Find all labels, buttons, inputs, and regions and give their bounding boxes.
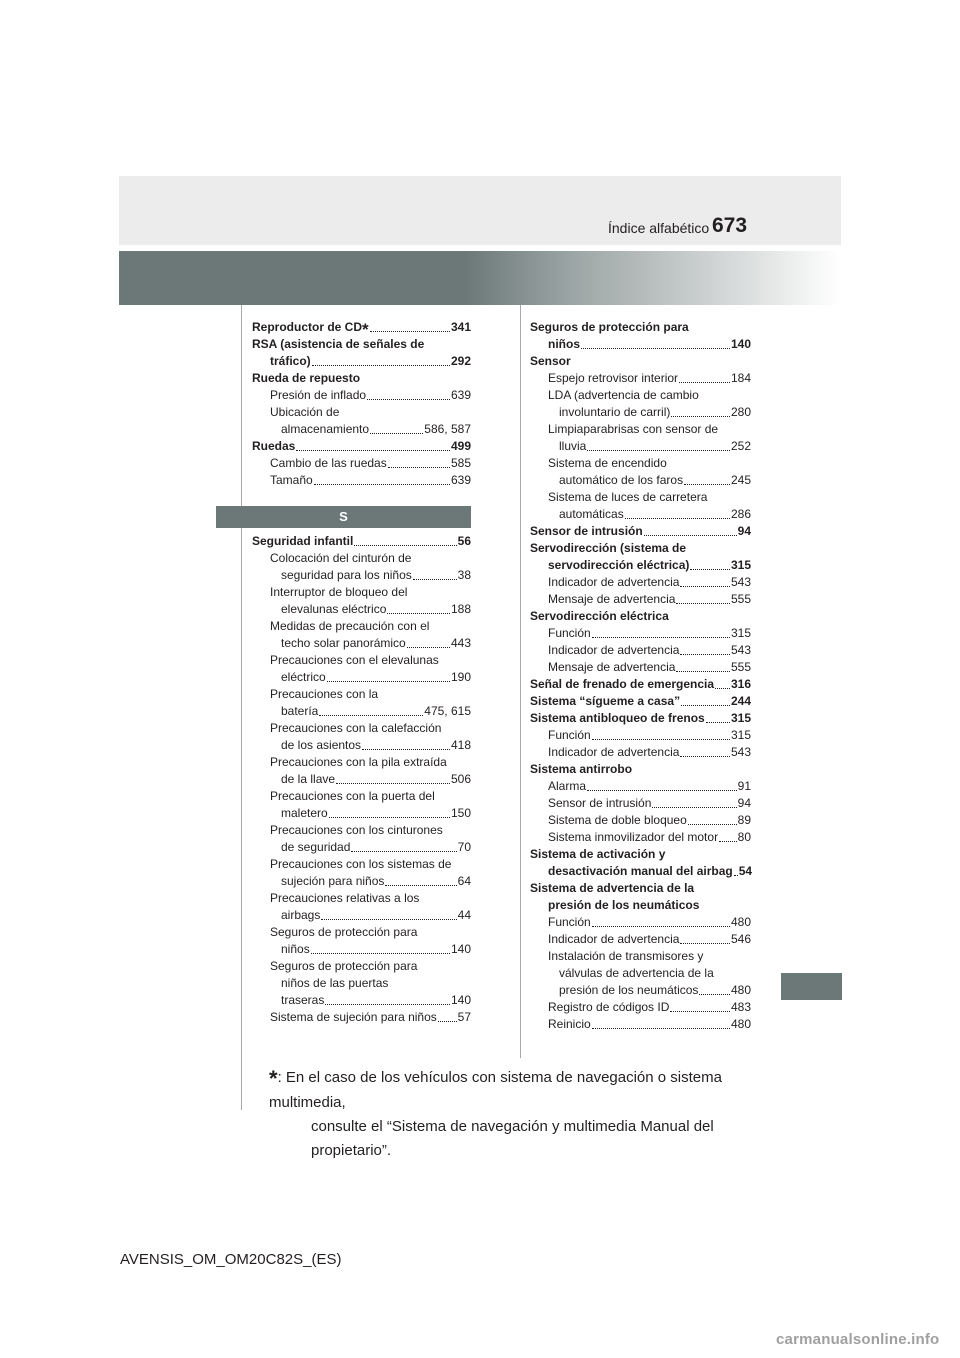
index-entry-text: Espejo retrovisor interior bbox=[548, 371, 679, 385]
index-entry bbox=[252, 890, 471, 907]
index-entry bbox=[252, 788, 471, 805]
index-entry-text: Sistema de sujeción para niños bbox=[270, 1010, 437, 1024]
watermark[interactable]: carmanualsonline.info bbox=[776, 1331, 940, 1348]
index-entry-page: 555 bbox=[730, 660, 751, 674]
dot-leader bbox=[370, 331, 450, 332]
index-entry-page: 546 bbox=[730, 932, 751, 946]
index-entry-text: Mensaje de advertencia bbox=[548, 660, 676, 674]
index-entry-page: 475, 615 bbox=[424, 704, 471, 718]
index-entry bbox=[252, 839, 471, 856]
index-entry-text: Mensaje de advertencia bbox=[548, 592, 676, 606]
index-entry bbox=[252, 652, 471, 669]
index-entry-page: 57 bbox=[457, 1010, 471, 1024]
index-entry bbox=[252, 686, 471, 703]
dot-leader bbox=[592, 739, 730, 740]
index-entry bbox=[252, 737, 471, 754]
index-entry bbox=[530, 1016, 751, 1033]
dot-leader bbox=[706, 722, 730, 723]
page-number: 673 bbox=[712, 214, 748, 237]
index-entry bbox=[252, 754, 471, 771]
index-entry bbox=[530, 846, 751, 863]
index-entry bbox=[530, 863, 751, 880]
dot-leader bbox=[413, 579, 457, 580]
index-entry bbox=[252, 618, 471, 635]
index-entry bbox=[252, 720, 471, 737]
index-entry bbox=[530, 336, 751, 353]
index-entry-text: elevalunas eléctrico bbox=[281, 602, 387, 616]
column-divider-left bbox=[241, 305, 242, 1110]
index-entry-text: Precauciones con la bbox=[270, 687, 379, 701]
dot-leader bbox=[362, 749, 450, 750]
dot-leader bbox=[592, 637, 730, 638]
index-entry bbox=[530, 489, 751, 506]
index-entry bbox=[530, 506, 751, 523]
index-entry-page: 244 bbox=[730, 694, 751, 708]
dot-leader bbox=[319, 715, 423, 716]
index-entry-page: 184 bbox=[730, 371, 751, 385]
index-entry bbox=[252, 635, 471, 652]
index-entry-text: de seguridad bbox=[281, 840, 351, 854]
index-entry bbox=[252, 771, 471, 788]
index-entry-text: involuntario de carril) bbox=[559, 405, 671, 419]
index-entry-page: 543 bbox=[730, 745, 751, 759]
index-entry-text: Sistema de activación y bbox=[530, 847, 666, 861]
document-code: AVENSIS_OM_OM20C82S_(ES) bbox=[120, 1251, 342, 1268]
index-entry-text: Reproductor de CD bbox=[252, 320, 363, 334]
index-entry-text: Sistema de advertencia de la bbox=[530, 881, 695, 895]
index-entry-text: batería bbox=[281, 704, 319, 718]
index-entry-page: 543 bbox=[730, 575, 751, 589]
index-entry bbox=[530, 982, 751, 999]
index-entry bbox=[530, 676, 751, 693]
index-entry-page: 54 bbox=[738, 864, 753, 878]
index-entry-text: Sistema de encendido bbox=[548, 456, 667, 470]
index-entry bbox=[530, 948, 751, 965]
index-entry-page: 64 bbox=[457, 874, 471, 888]
index-entry-page: 286 bbox=[730, 507, 751, 521]
dot-leader bbox=[296, 450, 450, 451]
index-entry-text: de la llave bbox=[281, 772, 336, 786]
dot-leader bbox=[336, 783, 450, 784]
index-entry bbox=[252, 387, 471, 404]
index-entry bbox=[530, 472, 751, 489]
dot-leader bbox=[719, 841, 737, 842]
index-entry bbox=[252, 533, 471, 550]
index-entry-text: presión de los neumáticos bbox=[559, 983, 699, 997]
index-entry-text: niños bbox=[548, 337, 580, 351]
index-entry bbox=[530, 387, 751, 404]
index-entry-page: 639 bbox=[450, 473, 471, 487]
dot-leader bbox=[367, 399, 450, 400]
index-entry-page: 188 bbox=[450, 602, 471, 616]
index-entry-text: Limpiaparabrisas con sensor de bbox=[548, 422, 719, 436]
index-entry bbox=[530, 625, 751, 642]
index-entry bbox=[530, 795, 751, 812]
index-entry-text: Presión de inflado bbox=[270, 388, 367, 402]
footnote bbox=[269, 1066, 764, 1163]
index-entry-text: Indicador de advertencia bbox=[548, 932, 680, 946]
index-entry-text: Precauciones con los sistemas de bbox=[270, 857, 452, 871]
index-entry bbox=[252, 975, 471, 992]
index-entry bbox=[252, 941, 471, 958]
index-entry-text: servodirección eléctrica) bbox=[548, 558, 690, 572]
index-entry-page: 480 bbox=[730, 915, 751, 929]
dot-leader bbox=[652, 807, 736, 808]
dot-leader bbox=[388, 467, 450, 468]
index-entry bbox=[530, 319, 751, 336]
index-entry-text: Registro de códigos ID bbox=[548, 1000, 670, 1014]
index-entry-text: Sistema de luces de carretera bbox=[548, 490, 708, 504]
index-entry bbox=[530, 829, 751, 846]
index-entry-page: 292 bbox=[450, 354, 471, 368]
index-entry-text: automático de los faros bbox=[559, 473, 684, 487]
index-entry bbox=[530, 557, 751, 574]
dot-leader bbox=[699, 994, 730, 995]
index-entry bbox=[530, 540, 751, 557]
index-entry-page: 44 bbox=[457, 908, 471, 922]
index-entry bbox=[252, 567, 471, 584]
index-entry-text: Señal de frenado de emergencia bbox=[530, 677, 715, 691]
index-entry-page: 140 bbox=[450, 942, 471, 956]
index-entry-text: Precauciones con los cinturones bbox=[270, 823, 443, 837]
index-entry-text: Sensor bbox=[530, 354, 571, 368]
index-entry-text: Función bbox=[548, 915, 591, 929]
index-entry bbox=[530, 931, 751, 948]
index-entry bbox=[252, 584, 471, 601]
index-entry-text: Función bbox=[548, 626, 591, 640]
index-entry bbox=[252, 669, 471, 686]
index-entry-text: techo solar panorámico bbox=[281, 636, 406, 650]
index-entry-page: 480 bbox=[730, 1017, 751, 1031]
index-entry bbox=[252, 438, 471, 455]
index-entry bbox=[530, 591, 751, 608]
index-entry bbox=[530, 608, 751, 625]
index-entry-text: Ubicación de bbox=[270, 405, 340, 419]
column-divider-right bbox=[520, 305, 521, 1058]
index-entry-text: Servodirección (sistema de bbox=[530, 541, 687, 555]
index-entry-text: Indicador de advertencia bbox=[548, 745, 680, 759]
index-entry bbox=[252, 873, 471, 890]
chapter-tab bbox=[781, 973, 842, 1000]
index-entry-page: 94 bbox=[737, 796, 751, 810]
index-entry bbox=[252, 404, 471, 421]
index-entry-page: 56 bbox=[457, 534, 471, 548]
index-entry bbox=[530, 370, 751, 387]
index-entry-text: Instalación de transmisores y bbox=[548, 949, 704, 963]
index-entry bbox=[252, 455, 471, 472]
index-entry bbox=[530, 897, 751, 914]
index-entry-text: Función bbox=[548, 728, 591, 742]
index-entry-page: 341 bbox=[450, 320, 471, 334]
index-entry-page: 252 bbox=[730, 439, 751, 453]
dot-leader bbox=[311, 953, 450, 954]
index-entry-text: Seguros de protección para bbox=[270, 959, 418, 973]
index-entry bbox=[252, 992, 471, 1009]
index-entry-page: 150 bbox=[450, 806, 471, 820]
index-entry bbox=[530, 659, 751, 676]
index-entry-text: Sistema antirrobo bbox=[530, 762, 633, 776]
index-entry-text: Sistema antibloqueo de frenos bbox=[530, 711, 705, 725]
dot-leader bbox=[676, 603, 730, 604]
index-entry bbox=[530, 965, 751, 982]
index-entry bbox=[252, 924, 471, 941]
index-entry-page: 443 bbox=[450, 636, 471, 650]
index-entry-page: 89 bbox=[737, 813, 751, 827]
index-entry bbox=[530, 438, 751, 455]
index-entry bbox=[252, 822, 471, 839]
index-entry-page: 315 bbox=[730, 728, 751, 742]
index-entry-text: Rueda de repuesto bbox=[252, 371, 361, 385]
index-entry-text: Seguridad infantil bbox=[252, 534, 354, 548]
dot-leader bbox=[327, 681, 450, 682]
index-entry-page: 70 bbox=[457, 840, 471, 854]
index-entry bbox=[530, 761, 751, 778]
index-column-right bbox=[530, 319, 751, 1033]
index-entry-text: Precauciones con la calefacción bbox=[270, 721, 442, 735]
dot-leader bbox=[690, 569, 730, 570]
index-entry-text: Precauciones con la pila extraída bbox=[270, 755, 447, 769]
footnote-marker: * bbox=[362, 320, 369, 339]
section-title: Índice alfabético bbox=[608, 220, 710, 236]
dot-leader bbox=[407, 647, 450, 648]
index-entry-text: de los asientos bbox=[281, 738, 362, 752]
index-entry-text: tráfico) bbox=[270, 354, 311, 368]
index-entry bbox=[252, 1009, 471, 1026]
index-entry-text: Interruptor de bloqueo del bbox=[270, 585, 408, 599]
dot-leader bbox=[592, 1028, 730, 1029]
index-entry-text: Seguros de protección para bbox=[270, 925, 418, 939]
index-entry-page: 555 bbox=[730, 592, 751, 606]
index-entry-text: Indicador de advertencia bbox=[548, 575, 680, 589]
index-entry-text: LDA (advertencia de cambio bbox=[548, 388, 699, 402]
index-entry bbox=[252, 336, 471, 353]
index-entry bbox=[530, 523, 751, 540]
index-entry-page: 91 bbox=[737, 779, 751, 793]
index-entry-text: Cambio de las ruedas bbox=[270, 456, 387, 470]
index-entry-text: almacenamiento bbox=[281, 422, 370, 436]
dot-leader bbox=[385, 885, 456, 886]
index-entry bbox=[252, 421, 471, 438]
index-entry bbox=[530, 914, 751, 931]
dot-leader bbox=[625, 518, 730, 519]
index-entry-text: traseras bbox=[281, 993, 325, 1007]
index-entry bbox=[530, 642, 751, 659]
index-entry-text: maletero bbox=[281, 806, 328, 820]
index-entry-text: desactivación manual del airbag bbox=[548, 864, 733, 878]
dot-leader bbox=[387, 613, 450, 614]
index-entry-page: 190 bbox=[450, 670, 471, 684]
dot-leader bbox=[321, 919, 456, 920]
dot-leader bbox=[592, 926, 730, 927]
dot-leader bbox=[734, 875, 738, 876]
index-entry bbox=[252, 958, 471, 975]
index-entry bbox=[530, 574, 751, 591]
index-column-left-top bbox=[252, 319, 471, 489]
index-entry-page: 586, 587 bbox=[424, 422, 471, 436]
index-entry bbox=[252, 550, 471, 567]
index-entry bbox=[530, 744, 751, 761]
dot-leader bbox=[587, 450, 730, 451]
index-entry-page: 418 bbox=[450, 738, 471, 752]
index-entry-text: Tamaño bbox=[270, 473, 313, 487]
index-entry bbox=[252, 703, 471, 720]
footnote-line-2: consulte el “Sistema de navegación y multimedia Manual del propietario”. bbox=[311, 1118, 714, 1159]
index-entry-text: Sistema inmovilizador del motor bbox=[548, 830, 719, 844]
index-entry-page: 245 bbox=[730, 473, 751, 487]
index-entry-text: Medidas de precaución con el bbox=[270, 619, 430, 633]
index-entry-text: seguridad para los niños bbox=[281, 568, 412, 582]
index-entry bbox=[252, 319, 471, 339]
index-entry-page: 38 bbox=[457, 568, 471, 582]
index-entry bbox=[530, 404, 751, 421]
index-entry bbox=[530, 693, 751, 710]
dot-leader bbox=[312, 365, 450, 366]
dot-leader bbox=[351, 851, 456, 852]
section-letter: S bbox=[216, 506, 471, 528]
index-entry-text: Sistema “sígueme a casa” bbox=[530, 694, 681, 708]
index-entry-page: 480 bbox=[730, 983, 751, 997]
index-entry-text: airbags bbox=[281, 908, 321, 922]
index-entry-page: 316 bbox=[730, 677, 751, 691]
dot-leader bbox=[314, 484, 450, 485]
index-entry-text: Indicador de advertencia bbox=[548, 643, 680, 657]
index-entry-text: niños bbox=[281, 942, 310, 956]
dot-leader bbox=[681, 705, 730, 706]
index-entry-page: 639 bbox=[450, 388, 471, 402]
index-entry-page: 140 bbox=[450, 993, 471, 1007]
index-entry-text: Sensor de intrusión bbox=[530, 524, 643, 538]
index-entry bbox=[252, 601, 471, 618]
dot-leader bbox=[680, 756, 730, 757]
dot-leader bbox=[581, 348, 730, 349]
index-entry bbox=[530, 353, 751, 370]
index-entry-page: 315 bbox=[730, 626, 751, 640]
index-entry-page: 499 bbox=[450, 439, 471, 453]
footnote-line-1: : En el caso de los vehículos con sistema de navegación o sistema multimedia, bbox=[269, 1069, 722, 1111]
index-entry bbox=[252, 856, 471, 873]
index-entry bbox=[530, 421, 751, 438]
footnote-asterisk: * bbox=[269, 1066, 278, 1091]
header-gradient-bar bbox=[119, 251, 841, 305]
dot-leader bbox=[644, 535, 737, 536]
dot-leader bbox=[671, 416, 730, 417]
dot-leader bbox=[354, 545, 456, 546]
index-entry-page: 280 bbox=[730, 405, 751, 419]
dot-leader bbox=[680, 654, 730, 655]
index-entry-text: eléctrico bbox=[281, 670, 326, 684]
index-column-left-bottom bbox=[252, 533, 471, 1026]
dot-leader bbox=[370, 433, 423, 434]
index-entry bbox=[252, 353, 471, 370]
dot-leader bbox=[676, 671, 730, 672]
index-entry bbox=[252, 805, 471, 822]
index-entry-text: presión de los neumáticos bbox=[548, 898, 700, 912]
index-entry-text: Ruedas bbox=[252, 439, 296, 453]
index-entry-text: Precauciones relativas a los bbox=[270, 891, 420, 905]
index-entry-text: RSA (asistencia de señales de bbox=[252, 337, 425, 351]
dot-leader bbox=[679, 382, 730, 383]
index-entry-text: Reinicio bbox=[548, 1017, 591, 1031]
index-entry bbox=[530, 812, 751, 829]
index-entry-text: Servodirección eléctrica bbox=[530, 609, 669, 623]
index-entry bbox=[252, 907, 471, 924]
index-entry-page: 543 bbox=[730, 643, 751, 657]
index-entry-text: válvulas de advertencia de la bbox=[559, 966, 714, 980]
index-entry-page: 483 bbox=[730, 1000, 751, 1014]
dot-leader bbox=[680, 943, 730, 944]
dot-leader bbox=[688, 824, 737, 825]
index-entry bbox=[530, 727, 751, 744]
dot-leader bbox=[438, 1021, 457, 1022]
index-entry-page: 506 bbox=[450, 772, 471, 786]
index-entry-text: niños de las puertas bbox=[281, 976, 389, 990]
index-entry-page: 94 bbox=[737, 524, 751, 538]
index-entry bbox=[530, 880, 751, 897]
index-entry-text: Precauciones con el elevalunas bbox=[270, 653, 439, 667]
index-entry-text: Precauciones con la puerta del bbox=[270, 789, 435, 803]
index-entry-page: 315 bbox=[730, 558, 751, 572]
index-entry-page: 315 bbox=[730, 711, 751, 725]
index-entry-text: Sensor de intrusión bbox=[548, 796, 652, 810]
index-entry-text: lluvia bbox=[559, 439, 587, 453]
dot-leader bbox=[587, 790, 737, 791]
index-entry-page: 80 bbox=[737, 830, 751, 844]
dot-leader bbox=[715, 688, 730, 689]
index-entry-page: 585 bbox=[450, 456, 471, 470]
index-entry-text: Sistema de doble bloqueo bbox=[548, 813, 687, 827]
index-entry-text: Alarma bbox=[548, 779, 587, 793]
dot-leader bbox=[325, 1004, 450, 1005]
index-entry-page: 140 bbox=[730, 337, 751, 351]
dot-leader bbox=[684, 484, 730, 485]
index-entry bbox=[530, 710, 751, 727]
index-entry bbox=[252, 472, 471, 489]
index-entry-text: automáticas bbox=[559, 507, 624, 521]
index-entry-text: Colocación del cinturón de bbox=[270, 551, 412, 565]
dot-leader bbox=[329, 817, 450, 818]
index-entry-text: Seguros de protección para bbox=[530, 320, 689, 334]
dot-leader bbox=[680, 586, 730, 587]
index-entry-text: sujeción para niños bbox=[281, 874, 385, 888]
index-entry bbox=[252, 370, 471, 387]
dot-leader bbox=[670, 1011, 730, 1012]
index-entry bbox=[530, 999, 751, 1016]
index-entry bbox=[530, 455, 751, 472]
index-entry bbox=[530, 778, 751, 795]
